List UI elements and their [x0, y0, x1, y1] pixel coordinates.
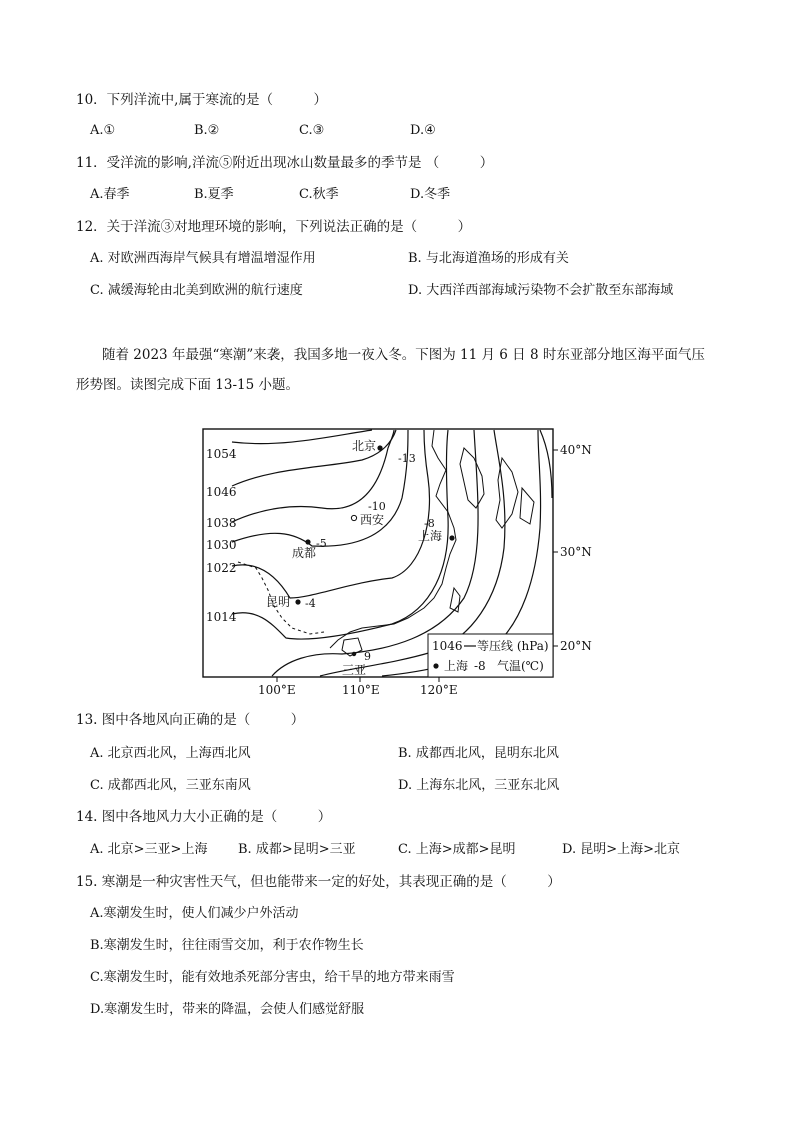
- isobar-label: 1046: [206, 485, 237, 499]
- question-11-option-c: C.秋季: [299, 187, 339, 202]
- city-marker-chengdu: [305, 539, 310, 544]
- legend-temp: -8: [474, 659, 486, 673]
- city-label-xian: 西安: [360, 513, 385, 527]
- city-label-kunming: 昆明: [266, 595, 291, 609]
- city-temp-kunming: -4: [305, 597, 316, 610]
- city-marker-shanghai: [449, 535, 454, 540]
- question-10-option-c: C.③: [299, 123, 325, 138]
- question-12-option-d: D. 大西洋西部海域污染物不会扩散至东部海域: [408, 283, 674, 298]
- city-temp-shanghai: -8: [424, 517, 435, 530]
- question-12-option-c: C. 减缓海轮由北美到欧洲的航行速度: [90, 283, 303, 298]
- legend-temp-text: 气温(℃): [497, 659, 544, 673]
- legend-city-marker: [433, 663, 438, 668]
- intro-paragraph: 随着 2023 年最强“寒潮”来袭，我国多地一夜入冬。下图为 11 月 6 日 8 时东亚部分地区海平面气压形势图。读图完成下面 13-15 小题。: [76, 347, 705, 393]
- question-10-option-a: A.①: [90, 123, 116, 138]
- question-10-stem: 10．下列洋流中,属于寒流的是（ ）: [76, 92, 327, 108]
- longitude-label: 110°E: [342, 683, 380, 697]
- longitude-label: 120°E: [420, 683, 458, 697]
- question-10-option-d: D.④: [410, 123, 436, 138]
- question-12-stem: 12．关于洋流③对地理环境的影响，下列说法正确的是（ ）: [76, 219, 472, 235]
- question-13-option-a: A. 北京西北风，上海西北风: [90, 746, 251, 761]
- question-15-option-c: C.寒潮发生时，能有效地杀死部分害虫，给干旱的地方带来雨雪: [90, 970, 455, 985]
- sea-level-pressure-map: [202, 428, 602, 698]
- city-temp-xian: -10: [368, 500, 386, 513]
- question-15-option-d: D.寒潮发生时，带来的降温，会使人们感觉舒服: [90, 1002, 365, 1017]
- question-14-option-a: A. 北京>三亚>上海: [90, 842, 208, 857]
- longitude-label: 100°E: [258, 683, 296, 697]
- isobar-label: 1022: [206, 561, 237, 575]
- isobar-label: 1054: [206, 447, 237, 461]
- question-13-option-b: B. 成都西北风，昆明东北风: [398, 746, 559, 761]
- latitude-label: 40°N: [560, 443, 592, 457]
- question-12-option-b: B. 与北海道渔场的形成有关: [408, 251, 569, 266]
- isobar-label: 1014: [206, 610, 237, 624]
- question-11-option-a: A.春季: [90, 187, 130, 202]
- question-11-option-d: D.冬季: [410, 187, 451, 202]
- city-marker-kunming: [295, 599, 300, 604]
- city-temp-sanya: 9: [364, 650, 371, 663]
- question-13-stem: 13. 图中各地风向正确的是（ ）: [76, 712, 305, 728]
- question-13-option-d: D. 上海东北风，三亚东北风: [398, 778, 560, 793]
- question-11-stem: 11．受洋流的影响,洋流⑤附近出现冰山数量最多的季节是 （ ）: [76, 155, 494, 171]
- city-marker-beijing: [377, 445, 382, 450]
- latitude-label: 20°N: [560, 639, 592, 653]
- city-temp-chengdu: -5: [316, 537, 327, 550]
- city-label-sanya: 三亚: [342, 663, 367, 677]
- question-14-option-d: D. 昆明>上海>北京: [562, 842, 681, 857]
- question-14-stem: 14. 图中各地风力大小正确的是（ ）: [76, 809, 332, 825]
- legend-city: 上海: [444, 659, 469, 673]
- question-13-option-c: C. 成都西北风，三亚东南风: [90, 778, 251, 793]
- city-label-chengdu: 成都: [292, 546, 317, 560]
- legend-isobar-value: 1046: [432, 639, 463, 653]
- city-label-shanghai: 上海: [418, 529, 443, 543]
- question-15-option-a: A.寒潮发生时，使人们减少户外活动: [90, 906, 299, 921]
- latitude-label: 30°N: [560, 545, 592, 559]
- isobar-label: 1030: [206, 538, 237, 552]
- city-label-beijing: 北京: [352, 439, 377, 453]
- question-14-option-c: C. 上海>成都>昆明: [398, 842, 516, 857]
- question-14-option-b: B. 成都>昆明>三亚: [238, 842, 356, 857]
- city-marker-xian: [351, 515, 356, 520]
- question-11-option-b: B.夏季: [194, 187, 234, 202]
- question-10-option-b: B.②: [194, 123, 220, 138]
- question-12-option-a: A. 对欧洲西海岸气候具有增温增湿作用: [90, 251, 316, 266]
- city-marker-sanya: [352, 652, 356, 656]
- question-15-stem: 15. 寒潮是一种灾害性天气，但也能带来一定的好处，其表现正确的是（ ）: [76, 874, 561, 890]
- legend-isobar-text: 等压线 (hPa): [477, 639, 549, 653]
- city-temp-beijing: -13: [398, 452, 416, 465]
- isobar-label: 1038: [206, 516, 237, 530]
- question-15-option-b: B.寒潮发生时，往往雨雪交加，利于农作物生长: [90, 938, 364, 953]
